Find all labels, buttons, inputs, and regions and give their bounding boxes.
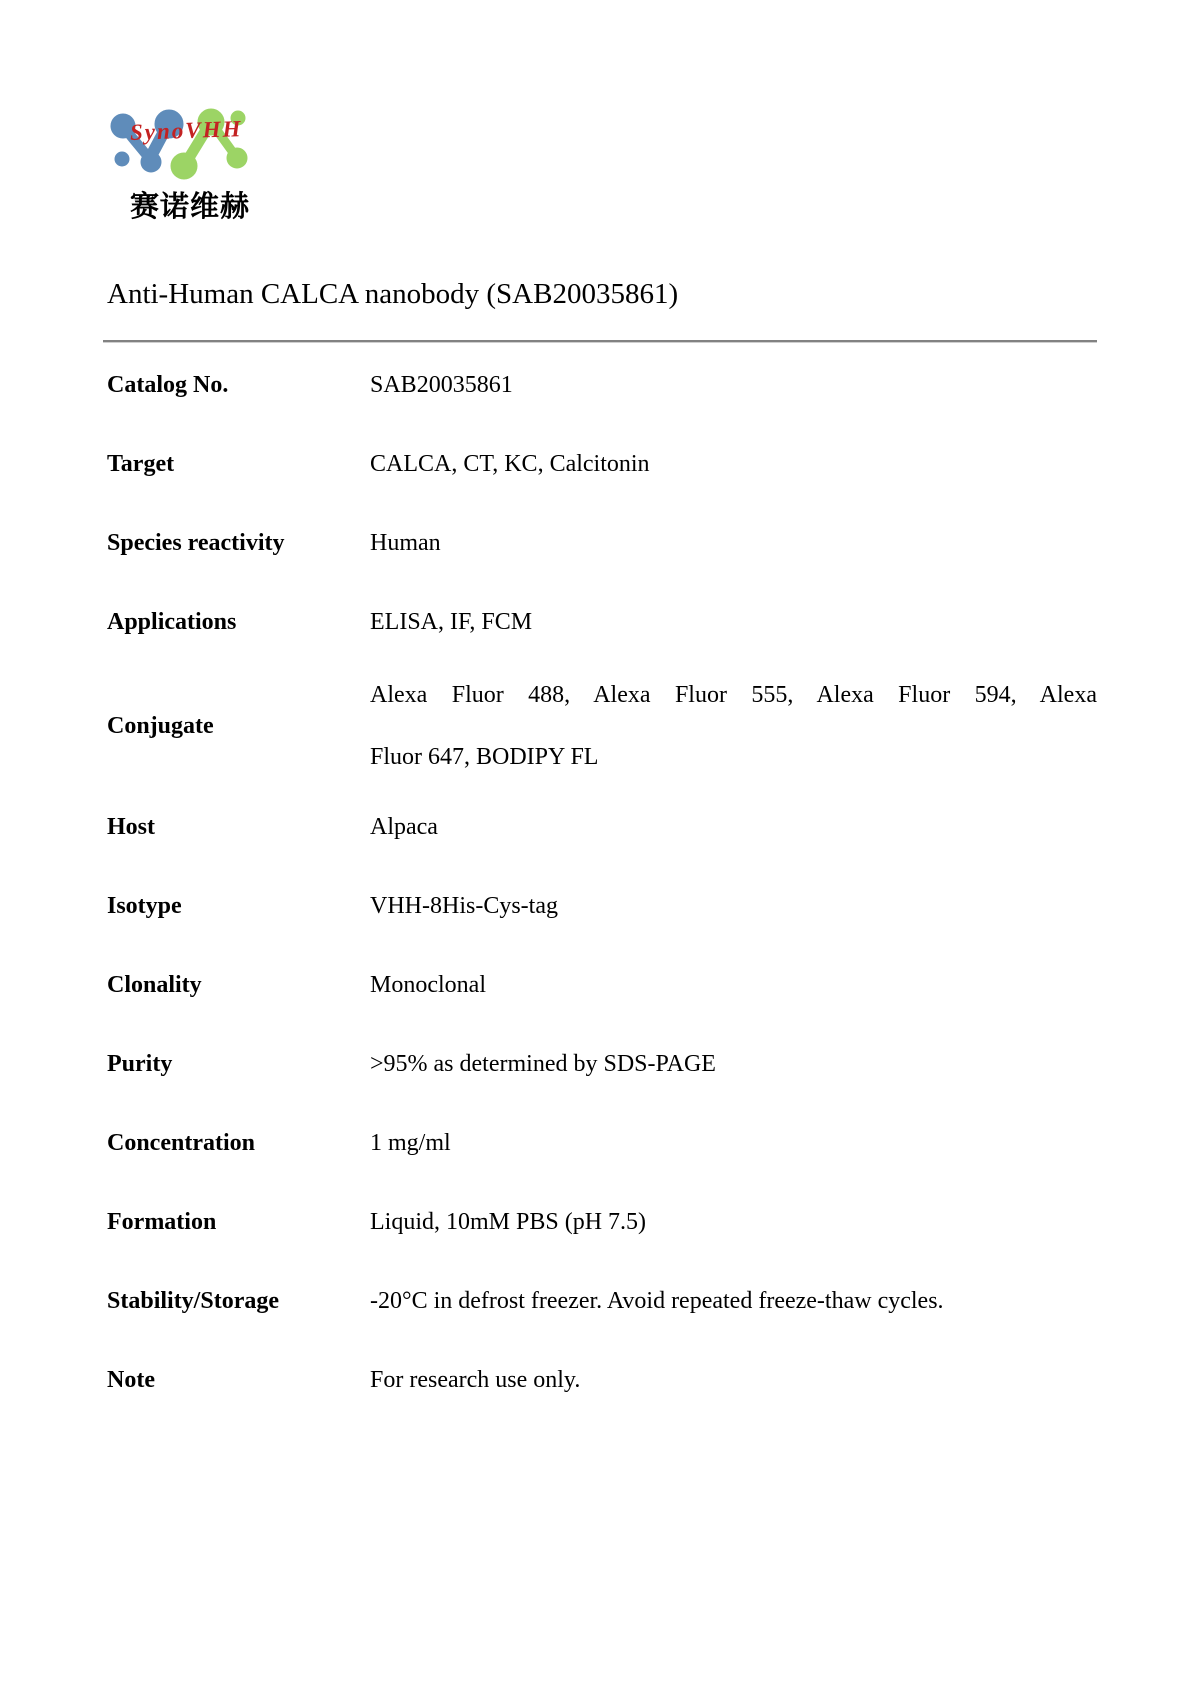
spec-row-concentration	[107, 1128, 1097, 1159]
spec-value: ELISA, IF, FCM	[370, 609, 533, 635]
spec-label: Isotype	[107, 893, 182, 919]
spec-row-catalog	[107, 370, 1097, 401]
spec-row-stability-storage	[107, 1286, 1097, 1317]
title-divider	[103, 340, 1097, 343]
logo-blue-blob	[141, 152, 161, 172]
spec-label: Concentration	[107, 1130, 255, 1156]
spec-label: Catalog No.	[107, 372, 229, 398]
spec-value-line: Fluor 647, BODIPY FL	[370, 744, 599, 770]
brand-name-text: SynoVHH	[129, 116, 243, 145]
spec-label: Clonality	[107, 972, 202, 998]
spec-value: Alpaca	[370, 814, 438, 840]
logo-blue-dot	[115, 152, 129, 166]
spec-value: Liquid, 10mM PBS (pH 7.5)	[370, 1209, 647, 1235]
spec-value: CALCA, CT, KC, Calcitonin	[370, 451, 650, 477]
spec-label: Purity	[107, 1051, 173, 1077]
spec-value	[370, 664, 1097, 788]
spec-value: >95% as determined by SDS-PAGE	[370, 1051, 716, 1077]
spec-row-clonality	[107, 970, 1097, 1001]
spec-row-host	[107, 812, 1097, 843]
spec-table	[107, 370, 1097, 1444]
spec-label: Conjugate	[107, 712, 214, 739]
spec-label: Formation	[107, 1209, 217, 1235]
spec-label: Host	[107, 814, 155, 840]
spec-row-formation	[107, 1207, 1097, 1238]
spec-row-conjugate	[107, 664, 1097, 788]
logo-green-blob	[171, 153, 197, 179]
logo-green-blob	[227, 148, 247, 168]
spec-row-applications	[107, 607, 1097, 638]
product-title: Anti-Human CALCA nanobody (SAB20035861)	[107, 278, 679, 310]
spec-value: 1 mg/ml	[370, 1130, 451, 1156]
spec-row-note	[107, 1365, 1097, 1396]
spec-label: Applications	[107, 609, 237, 635]
spec-row-isotype	[107, 891, 1097, 922]
spec-label: Species reactivity	[107, 530, 285, 556]
company-chinese-name: 赛诺维赫	[130, 191, 251, 223]
spec-value: SAB20035861	[370, 372, 513, 398]
spec-value: For research use only.	[370, 1367, 581, 1393]
spec-label: Target	[107, 451, 175, 477]
spec-value: -20°C in defrost freezer. Avoid repeated freeze-thaw cycles.	[370, 1288, 944, 1314]
spec-row-purity	[107, 1049, 1097, 1080]
spec-label: Stability/Storage	[107, 1288, 279, 1314]
spec-row-target	[107, 449, 1097, 480]
spec-value: Monoclonal	[370, 972, 486, 998]
spec-value: VHH-8His-Cys-tag	[370, 893, 558, 919]
spec-value: Human	[370, 530, 441, 556]
spec-label: Note	[107, 1367, 155, 1393]
spec-row-species-reactivity	[107, 528, 1097, 559]
spec-value-line: Alexa Fluor 488, Alexa Fluor 555, Alexa Fluor 594, Alexa	[370, 682, 1097, 708]
